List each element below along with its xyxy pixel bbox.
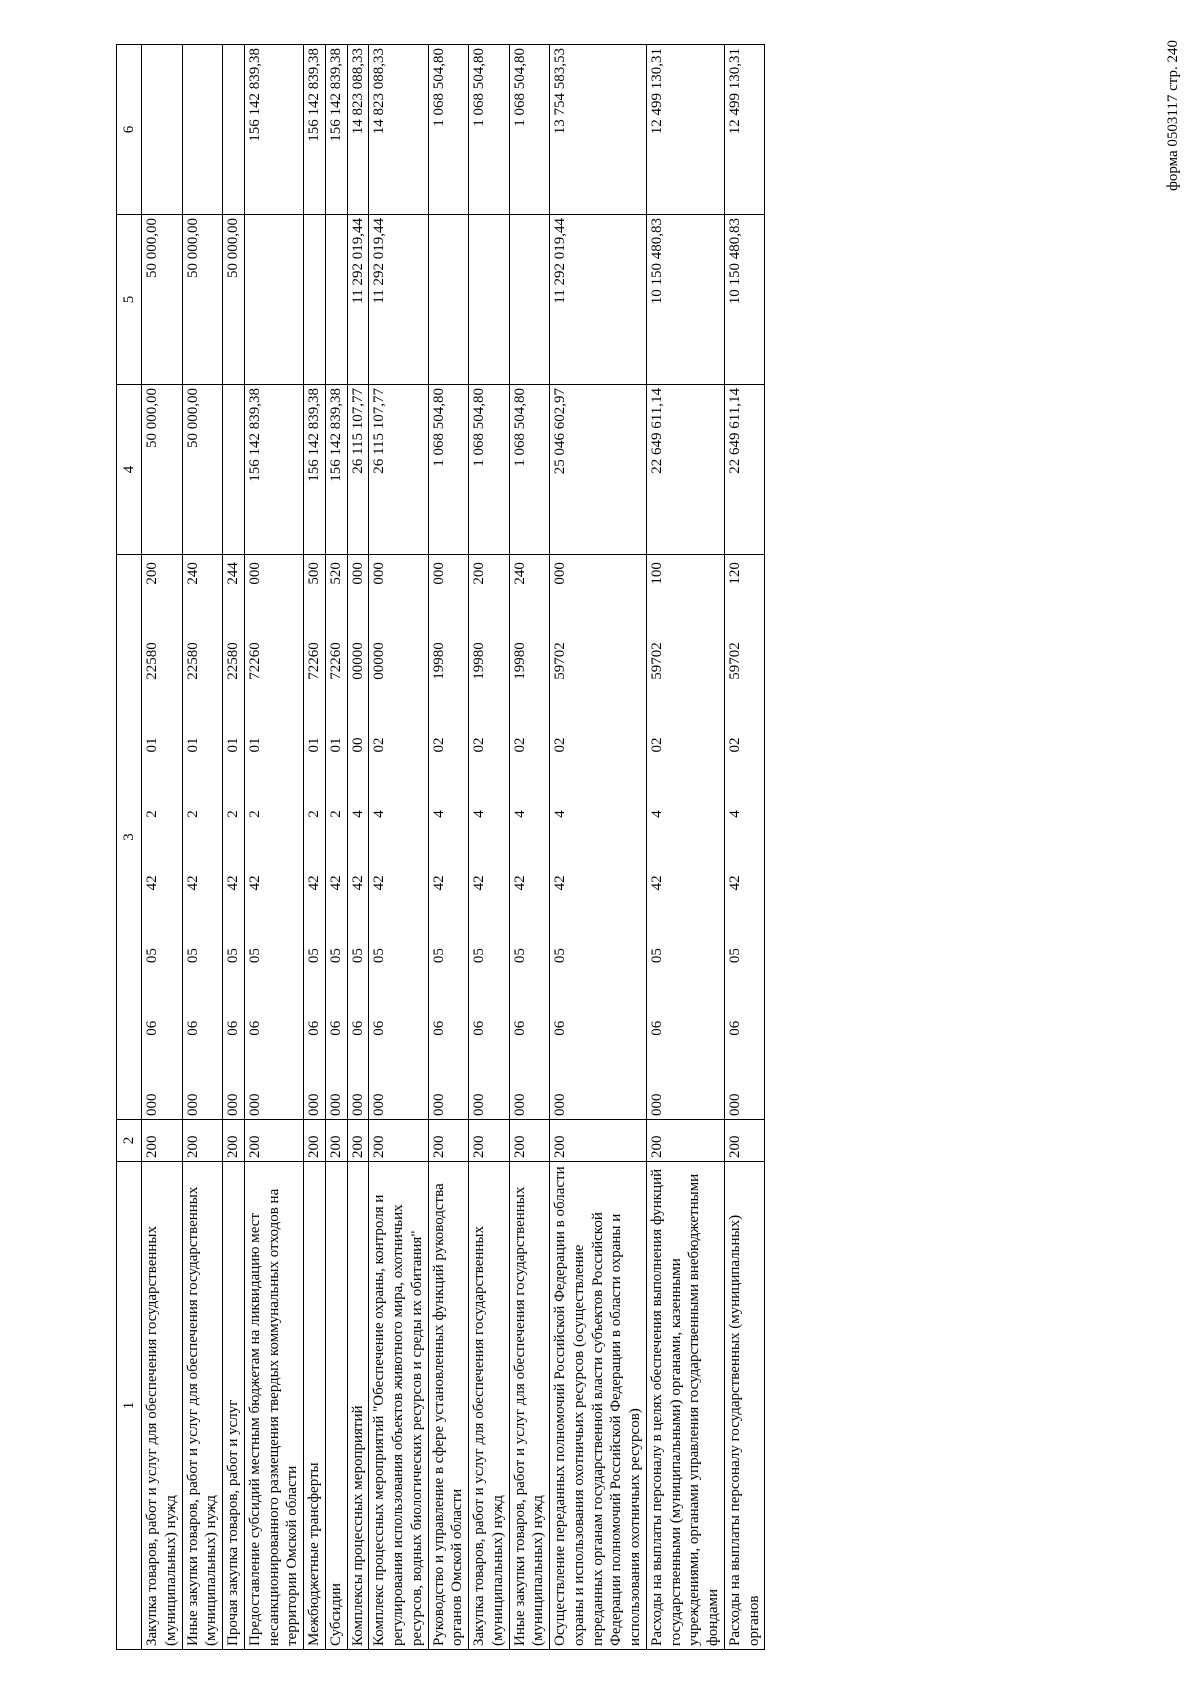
- row-amount-c4: 22 649 611,14: [724, 385, 765, 555]
- code-part: 19980: [471, 642, 487, 680]
- code-part: 59702: [726, 642, 743, 680]
- code-part: 72260: [327, 642, 344, 680]
- code-part: 42: [144, 875, 160, 891]
- row-classification-code: [142, 555, 183, 1120]
- code-part: 59702: [648, 642, 665, 680]
- code-part: 000: [184, 1093, 201, 1116]
- code-part: 000: [225, 1093, 241, 1116]
- code-part: 4: [648, 810, 665, 818]
- row-line-code: 200: [369, 1120, 428, 1162]
- row-amount-c6: 156 142 839,38: [325, 45, 347, 215]
- code-part: 000: [327, 1093, 344, 1116]
- code-part: 22580: [184, 642, 201, 680]
- table-row: [646, 45, 724, 1650]
- code-part: 02: [371, 737, 388, 753]
- code-part: 05: [306, 948, 322, 964]
- code-part: 72260: [306, 642, 322, 680]
- code-part: 01: [246, 737, 263, 753]
- row-classification-code: [304, 555, 326, 1120]
- code-part: 100: [648, 562, 665, 585]
- code-part: 05: [371, 948, 388, 964]
- row-amount-c6: 156 142 839,38: [304, 45, 326, 215]
- classification-code-parts: [184, 558, 203, 1116]
- code-part: 200: [471, 562, 487, 585]
- row-classification-code: [223, 555, 245, 1120]
- row-name: Предоставление субсидий местным бюджетам на ликвидацию мест несанкционированного размещения твердых коммунальных отходов на территории Омской области: [244, 1162, 303, 1650]
- code-part: 500: [306, 562, 322, 585]
- code-part: 05: [327, 948, 344, 964]
- table-row: [369, 45, 428, 1650]
- table-row: [509, 45, 550, 1650]
- code-part: 06: [327, 1020, 344, 1036]
- column-header-2: 2: [117, 1120, 142, 1162]
- table-row: [347, 45, 369, 1650]
- code-part: 42: [349, 875, 366, 891]
- code-part: 06: [511, 1020, 528, 1036]
- classification-code-parts: [648, 558, 667, 1116]
- row-amount-c5: 50 000,00: [223, 215, 245, 385]
- row-amount-c5: [509, 215, 550, 385]
- row-amount-c5: [304, 215, 326, 385]
- row-amount-c4: 1 068 504,80: [428, 385, 469, 555]
- budget-table: [116, 44, 765, 1650]
- row-amount-c6: [182, 45, 223, 215]
- row-amount-c4: 22 649 611,14: [646, 385, 724, 555]
- row-amount-c4: [223, 385, 245, 555]
- row-name: Прочая закупка товаров, работ и услуг: [223, 1162, 245, 1650]
- code-part: 19980: [430, 642, 447, 680]
- code-part: 000: [552, 1093, 568, 1116]
- code-part: 200: [144, 562, 160, 585]
- code-part: 06: [246, 1020, 263, 1036]
- code-part: 01: [225, 737, 241, 753]
- table-row: [325, 45, 347, 1650]
- code-part: 000: [726, 1093, 743, 1116]
- row-amount-c5: 10 150 480,83: [646, 215, 724, 385]
- code-part: 42: [648, 875, 665, 891]
- column-header-3: 3: [117, 555, 142, 1120]
- row-classification-code: [347, 555, 369, 1120]
- classification-code-parts: [370, 558, 389, 1116]
- code-part: 05: [552, 948, 568, 964]
- code-part: 02: [471, 737, 487, 753]
- code-part: 06: [471, 1020, 487, 1036]
- code-part: 00: [349, 737, 366, 753]
- column-header-6: 6: [117, 45, 142, 215]
- code-part: 42: [726, 875, 743, 891]
- code-part: 06: [306, 1020, 322, 1036]
- code-part: 000: [144, 1093, 160, 1116]
- row-classification-code: [428, 555, 469, 1120]
- code-part: 42: [371, 875, 388, 891]
- code-part: 42: [225, 875, 241, 891]
- row-amount-c5: 10 150 480,83: [724, 215, 765, 385]
- row-amount-c6: 1 068 504,80: [469, 45, 510, 215]
- row-name: Межбюджетные трансферты: [304, 1162, 326, 1650]
- row-classification-code: [325, 555, 347, 1120]
- row-amount-c5: [325, 215, 347, 385]
- row-classification-code: [550, 555, 647, 1120]
- row-amount-c4: 1 068 504,80: [509, 385, 550, 555]
- classification-code-parts: [327, 558, 346, 1116]
- classification-code-parts: [305, 558, 324, 1116]
- code-part: 240: [184, 562, 201, 585]
- row-amount-c6: 12 499 130,31: [646, 45, 724, 215]
- code-part: 06: [225, 1020, 241, 1036]
- code-part: 05: [648, 948, 665, 964]
- table-row: [469, 45, 510, 1650]
- row-amount-c5: 50 000,00: [142, 215, 183, 385]
- row-amount-c6: 14 823 088,33: [347, 45, 369, 215]
- row-name: Иные закупки товаров, работ и услуг для обеспечения государственных (муниципальных) нужд: [509, 1162, 550, 1650]
- row-amount-c6: 14 823 088,33: [369, 45, 428, 215]
- code-part: 2: [246, 810, 263, 818]
- code-part: 4: [349, 810, 366, 818]
- code-part: 2: [327, 810, 344, 818]
- code-part: 2: [184, 810, 201, 818]
- row-name: Иные закупки товаров, работ и услуг для обеспечения государственных (муниципальных) нужд: [182, 1162, 223, 1650]
- code-part: 000: [430, 562, 447, 585]
- code-part: 000: [648, 1093, 665, 1116]
- code-part: 00000: [371, 642, 388, 680]
- row-line-code: 200: [347, 1120, 369, 1162]
- form-label: форма 0503117 стр. 240: [1165, 40, 1181, 191]
- code-part: 59702: [552, 642, 568, 680]
- row-name: Комплекс процессных мероприятий "Обеспечение охраны, контроля и регулирования использования объектов животного мира, охотничьих ресурсов, водных биологических ресурсов и среды их обитания": [369, 1162, 428, 1650]
- code-part: 01: [306, 737, 322, 753]
- row-amount-c4: 156 142 839,38: [325, 385, 347, 555]
- code-part: 2: [306, 810, 322, 818]
- code-part: 42: [471, 875, 487, 891]
- row-line-code: 200: [223, 1120, 245, 1162]
- classification-code-parts: [511, 558, 530, 1116]
- row-classification-code: [182, 555, 223, 1120]
- row-amount-c4: 156 142 839,38: [244, 385, 303, 555]
- code-part: 02: [511, 737, 528, 753]
- table-row: [550, 45, 647, 1650]
- table-row: [223, 45, 245, 1650]
- row-amount-c5: 11 292 019,44: [369, 215, 428, 385]
- row-amount-c5: 50 000,00: [182, 215, 223, 385]
- code-part: 06: [726, 1020, 743, 1036]
- code-part: 42: [552, 875, 568, 891]
- code-part: 000: [471, 1093, 487, 1116]
- column-header-4: 4: [117, 385, 142, 555]
- code-part: 000: [371, 562, 388, 585]
- table-row: [428, 45, 469, 1650]
- code-part: 000: [552, 562, 568, 585]
- code-part: 42: [184, 875, 201, 891]
- row-amount-c5: [428, 215, 469, 385]
- code-part: 06: [648, 1020, 665, 1036]
- code-part: 02: [430, 737, 447, 753]
- row-line-code: 200: [244, 1120, 303, 1162]
- classification-code-parts: [224, 558, 243, 1116]
- code-part: 4: [471, 810, 487, 818]
- code-part: 520: [327, 562, 344, 585]
- row-amount-c4: 26 115 107,77: [369, 385, 428, 555]
- row-classification-code: [724, 555, 765, 1120]
- code-part: 06: [144, 1020, 160, 1036]
- row-name: Расходы на выплаты персоналу государственных (муниципальных) органов: [724, 1162, 765, 1650]
- code-part: 05: [430, 948, 447, 964]
- row-amount-c4: 50 000,00: [142, 385, 183, 555]
- row-name: Закупка товаров, работ и услуг для обеспечения государственных (муниципальных) нужд: [469, 1162, 510, 1650]
- code-part: 05: [471, 948, 487, 964]
- code-part: 000: [349, 1093, 366, 1116]
- row-name: Руководство и управление в сфере установленных функций руководства органов Омской области: [428, 1162, 469, 1650]
- row-classification-code: [244, 555, 303, 1120]
- code-part: 42: [246, 875, 263, 891]
- row-classification-code: [646, 555, 724, 1120]
- code-part: 000: [511, 1093, 528, 1116]
- column-number-row: [117, 45, 142, 1650]
- row-amount-c4: 50 000,00: [182, 385, 223, 555]
- row-amount-c5: 11 292 019,44: [550, 215, 647, 385]
- row-line-code: 200: [182, 1120, 223, 1162]
- row-amount-c4: 26 115 107,77: [347, 385, 369, 555]
- row-amount-c4: 156 142 839,38: [304, 385, 326, 555]
- classification-code-parts: [726, 558, 745, 1116]
- code-part: 2: [225, 810, 241, 818]
- code-part: 240: [511, 562, 528, 585]
- row-name: Закупка товаров, работ и услуг для обеспечения государственных (муниципальных) нужд: [142, 1162, 183, 1650]
- code-part: 05: [144, 948, 160, 964]
- code-part: 05: [511, 948, 528, 964]
- code-part: 01: [184, 737, 201, 753]
- row-amount-c6: 1 068 504,80: [509, 45, 550, 215]
- code-part: 4: [371, 810, 388, 818]
- code-part: 06: [371, 1020, 388, 1036]
- row-line-code: 200: [469, 1120, 510, 1162]
- code-part: 4: [726, 810, 743, 818]
- row-classification-code: [509, 555, 550, 1120]
- row-line-code: 200: [550, 1120, 647, 1162]
- code-part: 42: [430, 875, 447, 891]
- code-part: 42: [511, 875, 528, 891]
- row-amount-c6: [142, 45, 183, 215]
- classification-code-parts: [349, 558, 368, 1116]
- code-part: 42: [306, 875, 322, 891]
- table-row: [304, 45, 326, 1650]
- code-part: 120: [726, 562, 743, 585]
- code-part: 000: [371, 1093, 388, 1116]
- code-part: 05: [184, 948, 201, 964]
- code-part: 06: [552, 1020, 568, 1036]
- row-amount-c6: [223, 45, 245, 215]
- classification-code-parts: [430, 558, 449, 1116]
- row-amount-c6: 12 499 130,31: [724, 45, 765, 215]
- row-name: Расходы на выплаты персоналу в целях обеспечения выполнения функций государственными (муниципальными) органами, казенными учреждениями, органами управления государственными внебюджетными фондами: [646, 1162, 724, 1650]
- table-row: [142, 45, 183, 1650]
- code-part: 02: [648, 737, 665, 753]
- code-part: 05: [726, 948, 743, 964]
- code-part: 4: [430, 810, 447, 818]
- code-part: 4: [511, 810, 528, 818]
- code-part: 72260: [246, 642, 263, 680]
- code-part: 06: [184, 1020, 201, 1036]
- code-part: 000: [246, 1093, 263, 1116]
- row-name: Комплексы процессных мероприятий: [347, 1162, 369, 1650]
- row-amount-c5: [469, 215, 510, 385]
- classification-code-parts: [246, 558, 265, 1116]
- row-amount-c6: 1 068 504,80: [428, 45, 469, 215]
- row-classification-code: [369, 555, 428, 1120]
- column-header-1: 1: [117, 1162, 142, 1650]
- code-part: 06: [349, 1020, 366, 1036]
- row-amount-c5: [244, 215, 303, 385]
- code-part: 22580: [144, 642, 160, 680]
- code-part: 06: [430, 1020, 447, 1036]
- row-line-code: 200: [428, 1120, 469, 1162]
- row-name: Субсидии: [325, 1162, 347, 1650]
- code-part: 19980: [511, 642, 528, 680]
- classification-code-parts: [551, 558, 570, 1116]
- row-line-code: 200: [509, 1120, 550, 1162]
- code-part: 000: [349, 562, 366, 585]
- row-amount-c6: 13 754 583,53: [550, 45, 647, 215]
- code-part: 4: [552, 810, 568, 818]
- row-amount-c5: 11 292 019,44: [347, 215, 369, 385]
- code-part: 01: [144, 737, 160, 753]
- code-part: 000: [246, 562, 263, 585]
- code-part: 05: [246, 948, 263, 964]
- row-line-code: 200: [142, 1120, 183, 1162]
- table-row: [244, 45, 303, 1650]
- row-amount-c4: 25 046 602,97: [550, 385, 647, 555]
- table-body: [142, 45, 765, 1650]
- code-part: 244: [225, 562, 241, 585]
- table-row: [724, 45, 765, 1650]
- code-part: 2: [144, 810, 160, 818]
- code-part: 01: [327, 737, 344, 753]
- code-part: 00000: [349, 642, 366, 680]
- row-line-code: 200: [325, 1120, 347, 1162]
- code-part: 42: [327, 875, 344, 891]
- code-part: 22580: [225, 642, 241, 680]
- row-amount-c6: 156 142 839,38: [244, 45, 303, 215]
- row-line-code: 200: [304, 1120, 326, 1162]
- rotated-page-content: [116, 45, 1096, 1650]
- row-line-code: 200: [646, 1120, 724, 1162]
- column-header-5: 5: [117, 215, 142, 385]
- row-name: Осуществление переданных полномочий Российской Федерации в области охраны и использования охотничьих ресурсов (осуществление переданных органам государственной власти субъектов Российской Федерации полномочий Российской Федерации в области охраны и использования охотничьих ресурсов): [550, 1162, 647, 1650]
- classification-code-parts: [143, 558, 162, 1116]
- table-row: [182, 45, 223, 1650]
- row-classification-code: [469, 555, 510, 1120]
- code-part: 05: [349, 948, 366, 964]
- code-part: 02: [726, 737, 743, 753]
- code-part: 000: [306, 1093, 322, 1116]
- code-part: 02: [552, 737, 568, 753]
- row-line-code: 200: [724, 1120, 765, 1162]
- classification-code-parts: [470, 558, 489, 1116]
- code-part: 000: [430, 1093, 447, 1116]
- code-part: 05: [225, 948, 241, 964]
- row-amount-c4: 1 068 504,80: [469, 385, 510, 555]
